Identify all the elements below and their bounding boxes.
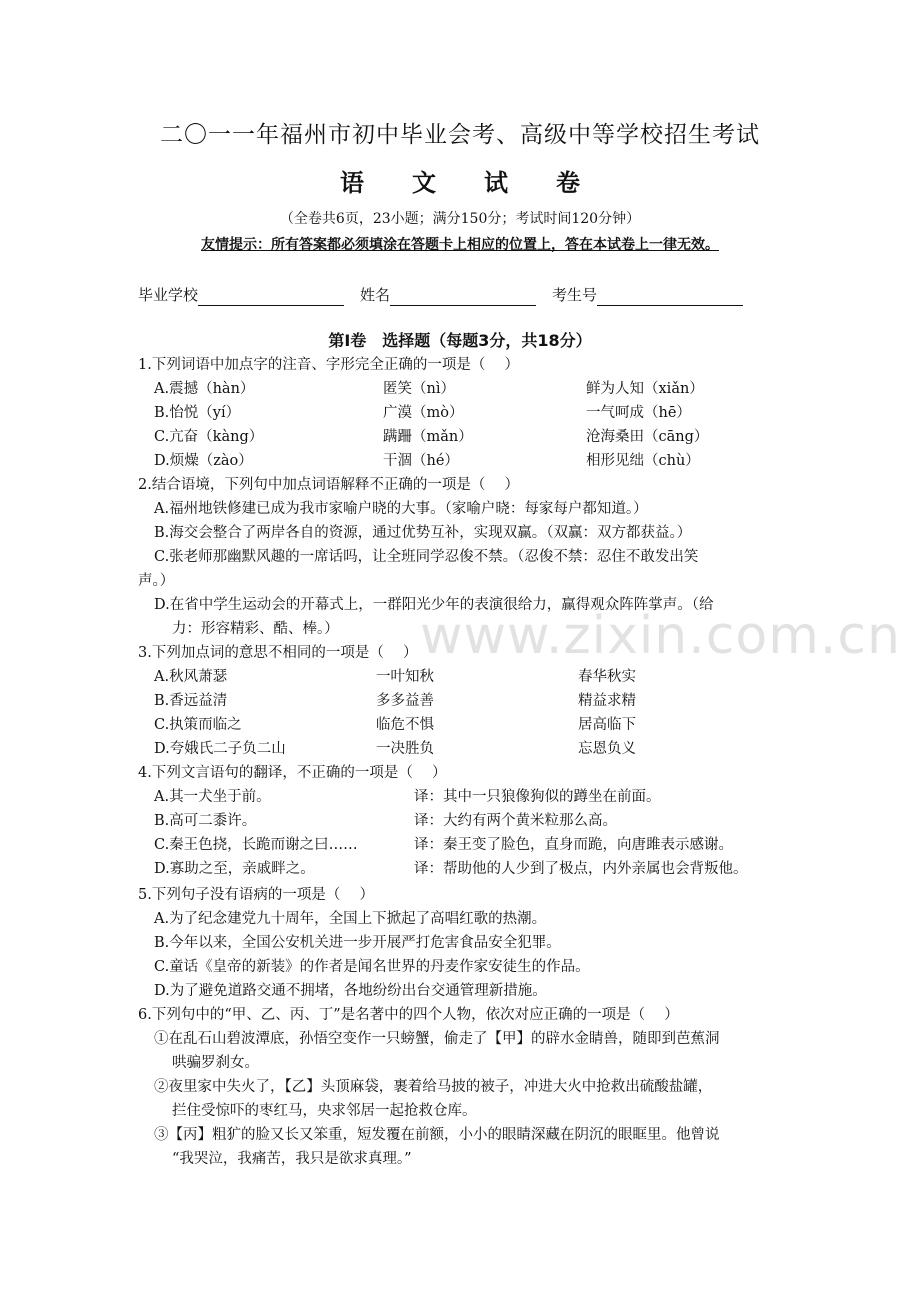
friendly-tip [0, 234, 920, 256]
q1-opt-a-1: A.震撼（hàn） [154, 381, 255, 397]
q1-opt-b-2: 广漠（mò） [383, 405, 464, 421]
friendly-tip-text: 友情提示：所有答案都必须填涂在答题卡上相应的位置上，答在本试卷上一律无效。 [201, 237, 719, 253]
q1-opt-b-3: 一气呵成（hē） [586, 405, 691, 421]
q1-opt-a-2: 匿笑（nì） [383, 381, 455, 397]
q2-opt-b: B.海交会整合了两岸各自的资源，通过优势互补，实现双赢。（双赢：双方都获益。） [154, 525, 692, 541]
q3-stem: 3.下列加点词的意思不相同的一项是（ ） [138, 645, 418, 661]
q1-opt-d-1: D.烦燥（zào） [154, 453, 253, 469]
q3-opt-a-3: 春华秋实 [578, 669, 636, 685]
q1-opt-d-3: 相形见绌（chù） [586, 453, 700, 469]
id-blank[interactable] [597, 289, 743, 306]
q5-opt-c: C.童话《皇帝的新装》的作者是闻名世界的丹麦作家安徒生的作品。 [154, 959, 590, 975]
q2-opt-a: A.福州地铁修建已成为我市家喻户晓的大事。（家喻户晓：每家每户都知道。） [154, 501, 648, 517]
watermark: www.zixin.com.cn [420, 606, 901, 666]
q4-opt-a-translation: 译：其中一只狼像狗似的蹲坐在前面。 [414, 789, 661, 805]
q2-opt-c-line2: 声。） [138, 573, 175, 589]
q6-item2-line1: ②夜里家中失火了，【乙】头顶麻袋，裹着给马披的被子，冲进大火中抢救出硫酸盐罐， [154, 1079, 713, 1095]
q4-opt-c-translation: 译：秦王变了脸色，直身而跪，向唐雎表示感谢。 [414, 837, 733, 853]
q4-stem: 4.下列文言语句的翻译，不正确的一项是（ ） [138, 765, 447, 781]
q6-item2-line2: 拦住受惊吓的枣红马，央求邻居一起抢救仓库。 [172, 1103, 477, 1119]
q1-opt-c-2: 蹒跚（mǎn） [383, 429, 473, 445]
q6-item1-line1: ①在乱石山碧波潭底，孙悟空变作一只螃蟹，偷走了【甲】的辟水金睛兽，随即到芭蕉洞 [154, 1031, 720, 1047]
q1-opt-c-1: C.亢奋（kàng） [154, 429, 264, 445]
q3-opt-c-3: 居高临下 [578, 717, 636, 733]
q1-opt-c-3: 沧海桑田（cāng） [586, 429, 709, 445]
school-blank[interactable] [198, 289, 344, 306]
exam-info: （全卷共6页，23小题；满分150分；考试时间120分钟） [279, 211, 641, 227]
q3-opt-b-1: B.香远益清 [154, 693, 228, 709]
q2-opt-c-line1: C.张老师那幽默风趣的一席话吗，让全班同学忍俊不禁。（忍俊不禁：忍住不敢发出笑 [154, 549, 699, 565]
q5-opt-a: A.为了纪念建党九十周年，全国上下掀起了高唱红歌的热潮。 [154, 911, 547, 927]
name-label: 姓名 [360, 286, 391, 304]
q4-opt-a-source: A.其一犬坐于前。 [154, 789, 271, 805]
q2-opt-d-line1: D.在省中学生运动会的开幕式上，一群阳光少年的表演很给力，赢得观众阵阵掌声。（给 [154, 597, 714, 613]
q5-opt-d: D.为了避免道路交通不拥堵，各地纷纷出台交通管理新措施。 [154, 983, 547, 999]
q3-opt-d-2: 一决胜负 [376, 741, 434, 757]
school-label: 毕业学校 [138, 286, 199, 304]
exam-title: 二〇一一年福州市初中毕业会考、高级中等学校招生考试 [160, 122, 760, 148]
subject-title: 语文试卷 [340, 168, 628, 197]
id-label: 考生号 [552, 286, 598, 304]
student-info-row [138, 284, 759, 306]
q3-opt-a-2: 一叶知秋 [376, 669, 434, 685]
q3-opt-b-2: 多多益善 [376, 693, 434, 709]
q4-opt-c-source: C.秦王色挠，长跪而谢之曰…… [154, 837, 358, 853]
q4-opt-b-source: B.高可二黍许。 [154, 813, 257, 829]
q1-opt-d-2: 干涸（hé） [383, 453, 459, 469]
q4-opt-d-source: D.寡助之至，亲戚畔之。 [154, 861, 315, 877]
q6-item3-line2: “我哭泣，我痛苦，我只是欲求真理。” [172, 1151, 412, 1167]
q2-opt-d-line2: 力：形容精彩、酷、棒。） [172, 621, 339, 637]
q3-opt-d-1: D.夸娥氏二子负二山 [154, 741, 286, 757]
name-blank[interactable] [390, 289, 536, 306]
q6-item1-line2: 哄骗罗刹女。 [172, 1055, 259, 1071]
q1-opt-b-1: B.怡悦（yí） [154, 405, 241, 421]
q5-stem: 5.下列句子没有语病的一项是（ ） [138, 887, 374, 903]
section-title: 第Ⅰ卷 选择题（每题3分，共18分） [328, 331, 592, 350]
q2-stem: 2.结合语境，下列句中加点词语解释不正确的一项是（ ） [138, 477, 519, 493]
q1-stem: 1.下列词语中加点字的注音、字形完全正确的一项是（ ） [138, 357, 519, 373]
q3-opt-c-1: C.执策而临之 [154, 717, 242, 733]
q3-opt-a-1: A.秋风萧瑟 [154, 669, 228, 685]
q4-opt-d-translation: 译：帮助他的人少到了极点，内外亲属也会背叛他。 [414, 861, 748, 877]
q4-opt-b-translation: 译：大约有两个黄米粒那么高。 [414, 813, 617, 829]
q3-opt-c-2: 临危不惧 [376, 717, 434, 733]
q6-item3-line1: ③【丙】粗犷的脸又长又笨重，短发覆在前额，小小的眼睛深藏在阴沉的眼眶里。他曾说 [154, 1127, 720, 1143]
q5-opt-b: B.今年以来，全国公安机关进一步开展严打危害食品安全犯罪。 [154, 935, 561, 951]
q1-opt-a-3: 鲜为人知（xiǎn） [586, 381, 704, 397]
q3-opt-b-3: 精益求精 [578, 693, 636, 709]
q6-stem: 6.下列句中的“甲、乙、丙、丁”是名著中的四个人物，依次对应正确的一项是（ ） [138, 1007, 679, 1023]
q3-opt-d-3: 忘恩负义 [578, 741, 636, 757]
